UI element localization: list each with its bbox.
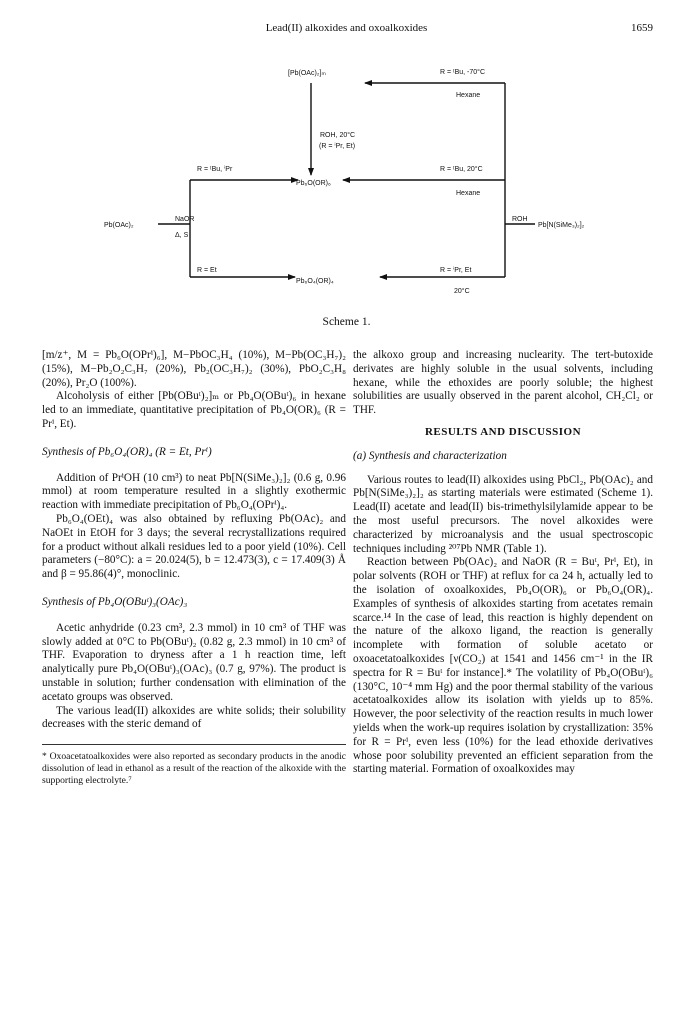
paragraph: Addition of PrⁱOH (10 cm³) to neat Pb[N(SiMe₃)₂]₂ (0.6 g, 0.96 mmol) at room temperature resulted in a slightly exothermic reaction with immediate precipitation of Pb₆O₄(OPrⁱ)₄. — [42, 471, 346, 512]
vertical-label-1: ROH, 20°C — [320, 132, 356, 139]
right-top-solvent: Hexane — [456, 92, 481, 99]
left-reagent: NaOR — [175, 216, 195, 223]
paragraph: the alkoxo group and increasing nuclearity. The tert-butoxide derivates are highly soluble in the usual solvents, including hexane, while the ethoxides are poorly soluble; the highest solubilities are usually observed in the parent alcohol, CH₂Cl₂ or THF. — [353, 349, 653, 417]
vertical-label-2: (R = ⁱPr, Et) — [319, 143, 356, 150]
right-top-label: R = ᵗBu, -70°C — [440, 69, 485, 76]
left-compound: Pb(OAc)₂ — [104, 222, 134, 229]
paragraph: The various lead(II) alkoxides are white solids; their solubility decreases with the steric demand of — [42, 704, 346, 731]
left-column — [42, 349, 346, 787]
paragraph: Alcoholysis of either [Pb(OBuᵗ)₂]ₘ or Pb₄O(OBuᵗ)₆ in hexane led to an immediate, quantitative precipitation of Pb₄O(OR)₆ (R = Prⁱ, Et). — [42, 390, 346, 430]
right-mid-label: R = ᵗBu, 20°C — [440, 166, 483, 173]
section-heading: RESULTS AND DISCUSSION — [424, 425, 582, 438]
right-column — [353, 349, 653, 777]
section-heading: Synthesis of Pb₄O(OBuᵗ)₃(OAc)₃ — [42, 595, 188, 608]
right-bottom-temp: 20°C — [454, 288, 470, 295]
paragraph: Acetic anhydride (0.23 cm³, 2.3 mmol) in 10 cm³ of THF was slowly added at 0°C to Pb(OBuᵗ)₂ (0.82 g, 2.3 mmol) in 10 cm³ of THF. Evaporation to dryness after a 1 h reaction time, left analytically pure Pb₄O(OBuᵗ)₃(OAc)₃ (0.7 g, 97%). The product is unstable in solution; further condensation with elimination of the acetato groups was observed. — [42, 621, 346, 703]
right-reagent: ROH — [512, 216, 528, 223]
paragraph: Pb₆O₄(OEt)₄ was also obtained by refluxing Pb(OAc)₂ and NaOEt in EtOH for 3 days; the several recrystallizations required for a product without alkali residues led to a poor yield (10%). Cell parameters (−80°C): a = 20.024(5), b = 12.473(3), c = 17.409(3) Å and β = 95.86(4)°, monoclinic. — [42, 512, 346, 581]
top-compound: [Pb(OAc)₂]ₘ — [288, 70, 326, 77]
right-compound: Pb[N(SiMe₃)₂]₂ — [538, 222, 585, 229]
footnote: * Oxoacetatoalkoxides were also reported as secondary products in the anodic dissolution of lead in ethanol as a result of the reaction of the alkoxide with the supporting electrolyte.⁷ — [42, 744, 346, 787]
subsection-heading: (a) Synthesis and characterization — [353, 449, 507, 462]
scheme-caption: Scheme 1. — [322, 316, 371, 328]
running-header — [0, 22, 693, 38]
section-heading: Synthesis of Pb₆O₄(OR)₄ (R = Et, Prⁱ) — [42, 445, 212, 458]
right-mid-solvent: Hexane — [456, 190, 481, 197]
left-lower-label: R = Et — [197, 267, 217, 274]
page-number: 1659 — [631, 22, 653, 34]
paragraph: [m/z⁺, M = Pb₆O(OPrⁱ)₆], M−PbOC₃H₄ (10%), M−Pb(OC₃H₇)₂ (15%), M−Pb₂O₂C₃H₇ (20%), Pb₂(OC₃H₇)₂ (30%), PbO₂C₃H₈ (20%), Pr₂O (100%). — [42, 349, 346, 389]
running-title: Lead(II) alkoxides and oxoalkoxides — [265, 22, 428, 34]
left-conditions: Δ, S — [175, 232, 189, 239]
left-upper-label: R = ᵗBu, ⁱPr — [197, 166, 233, 173]
paragraph: Various routes to lead(II) alkoxides using PbCl₂, Pb(OAc)₂ and Pb[N(SiMe₃)₂]₂ as starting materials were estimated (Scheme 1). Lead(II) acetate and lead(II) bis-trimethylsilylamide appear to be the most useful precursors. The novel alkoxides were characterized by microanalysis and the usual spectroscopic techniques including ²⁰⁷Pb NMR (Table 1). — [353, 473, 653, 555]
middle-compound: Pb₆O(OR)₆ — [296, 180, 331, 187]
reaction-scheme — [0, 45, 693, 310]
paragraph: Reaction between Pb(OAc)₂ and NaOR (R = Buᵗ, Prⁱ, Et), in polar solvents (ROH or THF) at reflux for ca 24 h, actually led to the isolation of oxoalkoxides, Pb₄O(OR)₆ or Pb₆O₄(OR)₄. Examples of synthesis of alkoxides starting from acetates remain scarce.¹⁴ In the case of lead, this reaction is highly dependent on the nature of the alkoxo ligand, the reaction is generally incomplete with formation of soluble acetato or oxoacetatoalkoxides [ν(CO₂) at 1541 and 1456 cm⁻¹ in the IR spectra for R = Buᵗ for instance].* The volatility of Pb₄O(OBuᵗ)₆ (130°C, 10⁻⁴ mm Hg) and the poor thermal stability of the various acetatoalkoxides allow its isolation with yields up to 85%. However, the poor selectivity of the reaction results in much lower yields when the work-up requires isolation by crystallization: 35% for R = Prⁱ, even less (10%) for the lead ethoxide derivatives whose poor solubility prevented an efficient separation from the starting material. Formation of oxoalkoxides may — [353, 556, 653, 776]
right-bottom-label: R = ⁱPr, Et — [440, 267, 472, 274]
bottom-compound: Pb₆O₄(OR)₄ — [296, 278, 334, 285]
